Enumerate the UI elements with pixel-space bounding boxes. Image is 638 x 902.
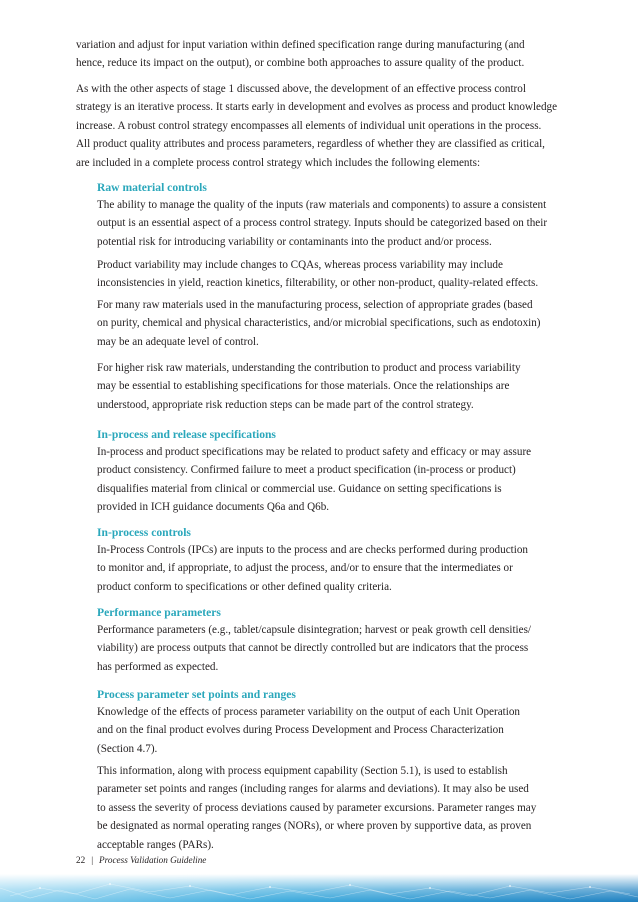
text-line: are included in a complete process control strategy which includes the following elements:: [76, 156, 481, 169]
section-heading-in-process-controls: In-process controls: [97, 526, 191, 539]
text-line: strategy is an iterative process. It starts early in development and evolves as process and product knowledge: [76, 101, 558, 114]
section-paragraph: [97, 541, 527, 596]
section-paragraph: [97, 443, 532, 517]
text-line: For higher risk raw materials, understanding the contribution to product and process variability: [97, 362, 521, 374]
text-line: to monitor and, if appropriate, to adjust the process, and/or to ensure that the intermediates or: [97, 562, 513, 575]
intro-paragraph-1: [76, 36, 526, 73]
text-line: product consistency. Confirmed failure to meet a product specification (in-process or product): [97, 464, 516, 477]
text-line: increase. A robust control strategy encompasses all elements of individual unit operations in the process.: [76, 119, 542, 132]
text-line: parameter set points and ranges (including ranges for alarms and deviations). It may also be used: [97, 783, 529, 796]
text-line: inconsistencies in yield, reaction kinetics, filterability, or other non-product, quality-related effects.: [97, 277, 539, 290]
text-line: viability) are process outputs that cannot be directly controlled but are indicators that the process: [97, 642, 529, 655]
section-heading-performance-parameters: Performance parameters: [97, 606, 221, 619]
section-paragraph: [97, 621, 532, 676]
text-line: This information, along with process equipment capability (Section 5.1), is used to establish: [97, 765, 508, 777]
text-line: on purity, chemical and physical characteristics, and/or microbial specifications, such as endotoxin): [97, 317, 541, 330]
text-line: disqualifies material from clinical or commercial use. Guidance on setting specifications is: [97, 482, 502, 495]
text-line: has performed as expected.: [97, 660, 219, 673]
section-paragraph: [97, 296, 541, 351]
text-line: output is an essential aspect of a process control strategy. Inputs should be categorized based on their: [97, 217, 548, 230]
text-line: (Section 4.7).: [97, 742, 158, 755]
page-number: 22: [76, 855, 86, 865]
text-line: to assess the severity of process deviations caused by parameter excursions. Parameter ranges may: [97, 801, 537, 814]
section-paragraph: [97, 703, 527, 758]
text-line: and on the final product evolves during Process Development and Process Characterization: [97, 724, 504, 737]
section-paragraph: [97, 762, 537, 854]
text-line: hence, reduce its impact on the output), or combine both approaches to assure quality of the product.: [76, 57, 525, 70]
section-heading-raw-material-controls: Raw material controls: [97, 181, 207, 194]
text-line: be designated as normal operating ranges (NORs), or where proven by supportive data, as proven: [97, 820, 532, 833]
publication-title: Process Validation Guideline: [99, 855, 207, 865]
section-heading-process-parameter-set-points-and-ranges: Process parameter set points and ranges: [97, 688, 296, 701]
text-line: The ability to manage the quality of the inputs (raw materials and components) to assure a consistent: [97, 199, 547, 211]
text-line: variation and adjust for input variation within defined specification range during manufacturing (and: [76, 39, 525, 51]
section-paragraph: [97, 256, 539, 293]
text-line: In-process and product specifications may be related to product safety and efficacy or may assure: [97, 446, 532, 458]
text-line: acceptable ranges (PARs).: [97, 838, 214, 851]
text-line: provided in ICH guidance documents Q6a and Q6b.: [97, 501, 330, 514]
text-line: understood, appropriate risk reduction steps can be made part of the control strategy.: [97, 398, 474, 411]
text-line: All product quality attributes and process parameters, regardless of whether they are classified as critical,: [76, 138, 545, 151]
text-line: For many raw materials used in the manufacturing process, selection of appropriate grades (based: [97, 299, 533, 311]
text-line: product conform to specifications or other defined quality criteria.: [97, 580, 392, 593]
intro-paragraph-2: [76, 80, 558, 172]
footer-separator: |: [91, 855, 94, 865]
page-footer: [76, 852, 206, 868]
text-line: Performance parameters (e.g., tablet/capsule disintegration; harvest or peak growth cell densities/: [97, 624, 532, 636]
section-heading-in-process-and-release-specifications: In-process and release specifications: [97, 428, 276, 441]
text-line: may be essential to establishing specifications for those materials. Once the relationships are: [97, 380, 510, 393]
text-line: Product variability may include changes to CQAs, whereas process variability may include: [97, 259, 503, 271]
text-line: Knowledge of the effects of process parameter variability on the output of each Unit Operation: [97, 706, 520, 718]
text-line: As with the other aspects of stage 1 discussed above, the development of an effective process control: [76, 83, 526, 95]
text-line: potential risk for introducing variability or contaminants into the product and/or process.: [97, 235, 492, 248]
text-line: may be an adequate level of control.: [97, 335, 259, 348]
section-paragraph: [97, 196, 548, 251]
decorative-bottom-band: [0, 874, 638, 902]
section-paragraph: [97, 359, 527, 414]
text-line: In-Process Controls (IPCs) are inputs to the process and are checks performed during production: [97, 544, 528, 556]
